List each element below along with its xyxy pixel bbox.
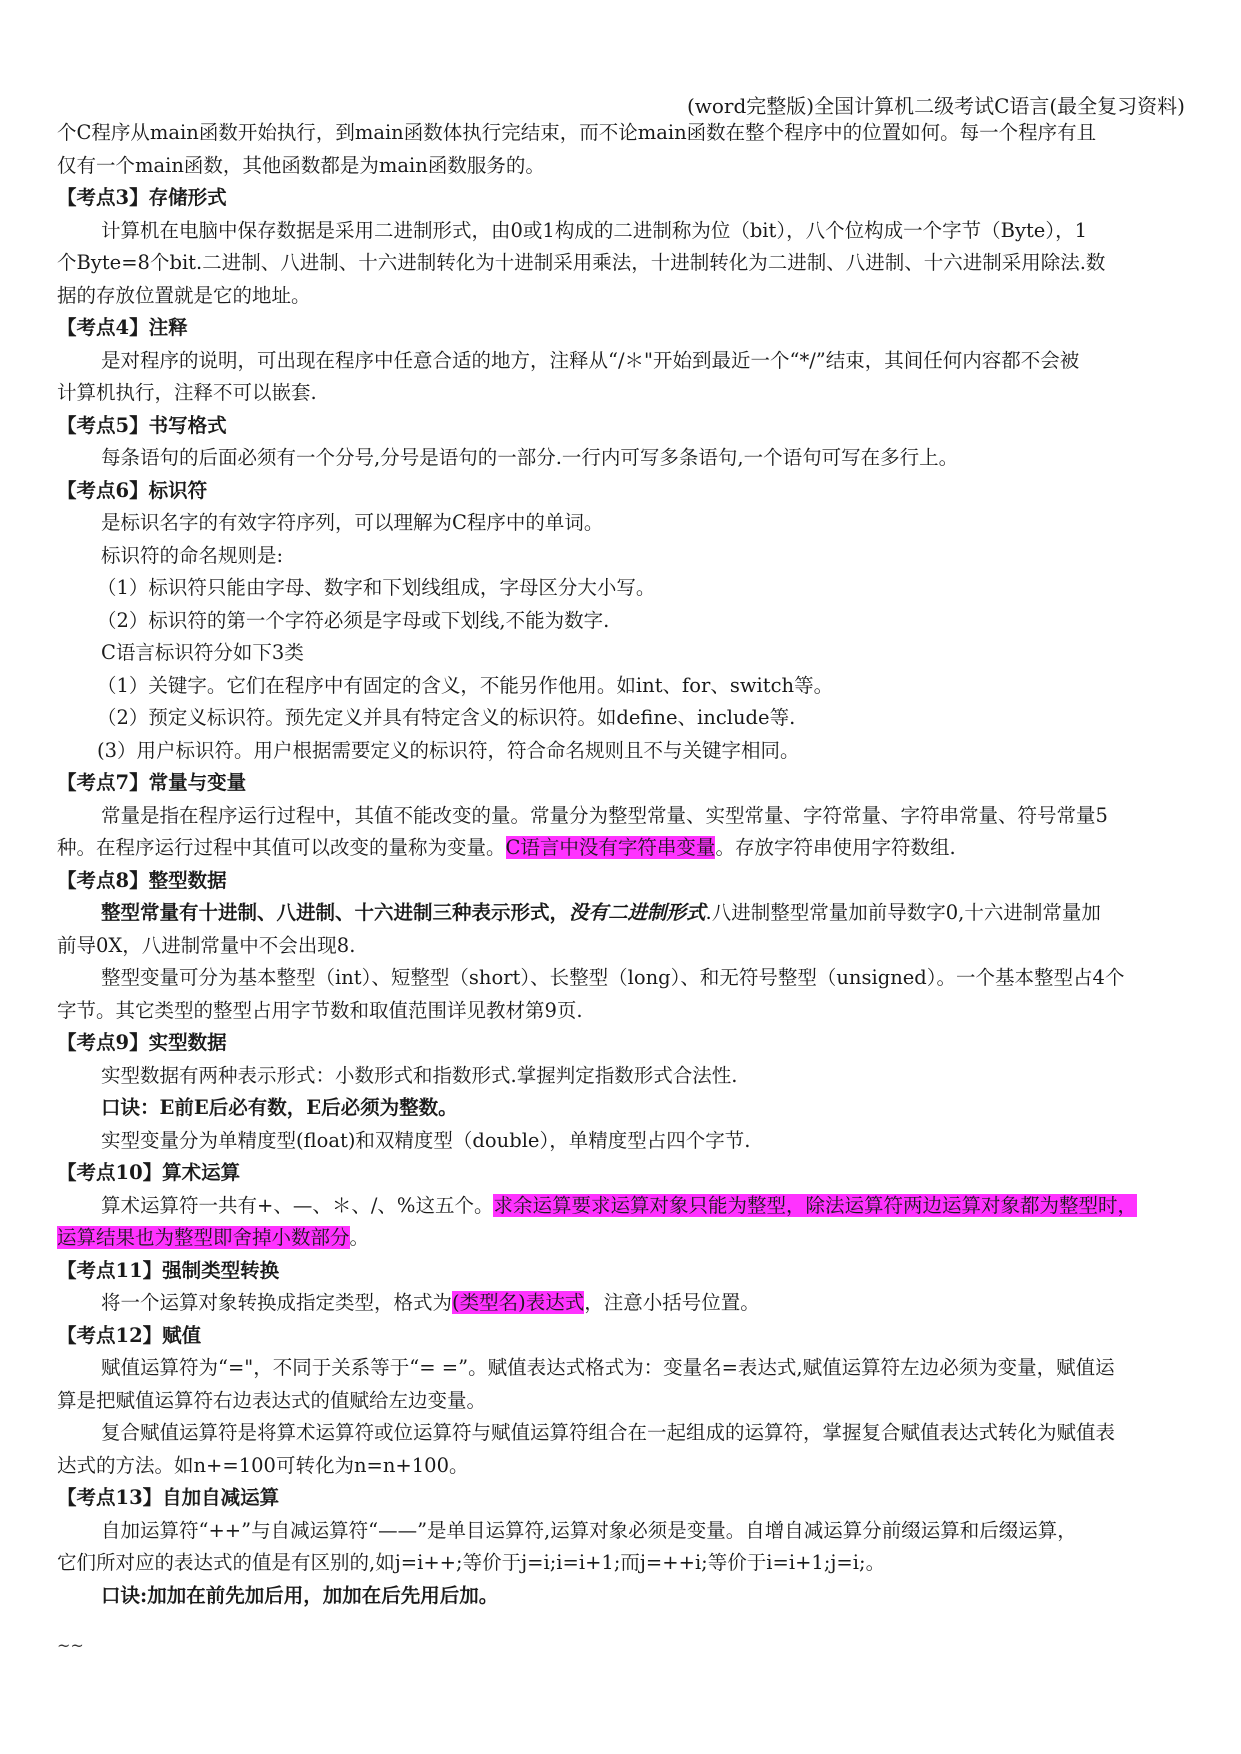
paragraph-line: 它们所对应的表达式的值是有区别的,如j=i++;等价于j=i;i=i+1;而j=++i;等价于i=i+1;j=i;。 [57,1551,886,1574]
mnemonic-line: 口诀:加加在前先加后用，加加在后先用后加。 [101,1583,499,1607]
section-heading-kd4: 【考点4】注释 [57,316,188,339]
list-item: （1）标识符只能由字母、数字和下划线组成，字母区分大小写。 [97,576,656,599]
paragraph-line [57,832,1185,865]
list-item: （2）标识符的第一个字符必须是字母或下划线,不能为数字. [97,608,610,632]
paragraph-line: C语言标识符分如下3类 [101,641,304,664]
paragraph-line [57,897,1185,930]
paragraph-line: 赋值运算符为“="，不同于关系等于“= =”。赋值表达式格式为：变量名=表达式,赋值运算符左边必须为变量，赋值运 [101,1356,1115,1379]
highlighted-text: (类型名)表达式 [452,1291,585,1314]
paragraph-line: 达式的方法。如n+=100可转化为n=n+100。 [57,1453,469,1477]
paragraph-line [57,1222,1185,1255]
document-body [57,117,1185,1612]
bold-text: 整型常量有十进制、八进制、十六进制三种表示形式， [101,901,570,924]
text-run: 将一个运算对象转换成指定类型，格式为 [101,1291,453,1314]
paragraph-line: 前导0X，八进制常量中不会出现8. [57,933,356,957]
intro-line-1: 个C程序从main函数开始执行，到main函数体执行完结束，而不论main函数在整个程序中的位置如何。每一个程序有且 [57,121,1097,144]
text-run: ，注意小括号位置。 [584,1291,760,1314]
section-heading-kd9: 【考点9】实型数据 [57,1031,227,1054]
paragraph-line: 实型数据有两种表示形式：小数形式和指数形式.掌握判定指数形式合法性. [101,1063,738,1087]
paragraph-line: 是对程序的说明，可出现在程序中任意合适的地方，注释从“/＊"开始到最近一个“*/”结束，其间任何内容都不会被 [101,348,1080,372]
text-run: 。存放字符串使用字符数组. [715,836,956,859]
running-header: (word完整版)全国计算机二级考试C语言(最全复习资料) [686,94,1185,118]
section-heading-kd5: 【考点5】书写格式 [57,413,227,437]
paragraph-line: 计算机执行，注释不可以嵌套. [57,381,317,404]
mnemonic-line: 口诀：E前E后必有数，E后必须为整数。 [101,1096,458,1119]
paragraph-line: 据的存放位置就是它的地址。 [57,283,311,307]
paragraph-line: 常量是指在程序运行过程中，其值不能改变的量。常量分为整型常量、实型常量、字符常量、字符串常量、符号常量5 [101,803,1108,827]
footer-mark: ~~ [57,1636,84,1655]
section-heading-kd6: 【考点6】标识符 [57,478,208,502]
highlighted-text: 运算结果也为整型即舍掉小数部分 [57,1226,350,1249]
section-heading-kd10: 【考点10】算术运算 [57,1161,241,1184]
bold-italic-text: 没有二进制形式 [569,901,706,924]
paragraph-line: 是标识名字的有效字符序列，可以理解为C程序中的单词。 [101,511,604,534]
list-item: （1）关键字。它们在程序中有固定的含义，不能另作他用。如int、for、switch等。 [97,673,834,697]
paragraph-line: 每条语句的后面必须有一个分号,分号是语句的一部分.一行内可写多条语句,一个语句可写在多行上。 [101,446,959,469]
section-heading-kd8: 【考点8】整型数据 [57,868,227,892]
text-run: 。 [349,1226,370,1249]
list-item: （2）预定义标识符。预先定义并具有特定含义的标识符。如define、include等. [97,706,796,729]
paragraph-line [57,1287,1185,1320]
text-run: .八进制整型常量加前导数字0,十六进制常量加 [705,901,1101,924]
text-run: 算术运算符一共有+、—、＊、/、%这五个。 [101,1193,494,1217]
paragraph-line: 复合赋值运算符是将算术运算符或位运算符与赋值运算符组合在一起组成的运算符，掌握复合赋值表达式转化为赋值表 [101,1421,1116,1444]
section-heading-kd13: 【考点13】自加自减运算 [57,1486,280,1509]
paragraph-line: 实型变量分为单精度型(float)和双精度型（double），单精度型占四个字节. [101,1128,751,1152]
paragraph-line: 自加运算符“++”与自减运算符“——”是单目运算符,运算对象必须是变量。自增自减运算分前缀运算和后缀运算， [101,1518,1077,1542]
list-item: (3）用户标识符。用户根据需要定义的标识符，符合命名规则且不与关键字相同。 [97,738,800,762]
section-heading-kd3: 【考点3】存储形式 [57,186,227,209]
text-run: 种。在程序运行过程中其值可以改变的量称为变量。 [57,836,506,859]
highlighted-text: 求余运算要求运算对象只能为整型，除法运算符两边运算对象都为整型时， [493,1193,1137,1217]
paragraph-line: 计算机在电脑中保存数据是采用二进制形式，由0或1构成的二进制称为位（bit），八个位构成一个字节（Byte），1 [101,218,1087,242]
section-heading-kd7: 【考点7】常量与变量 [57,771,247,794]
paragraph-line: 字节。其它类型的整型占用字节数和取值范围详见教材第9页. [57,998,583,1022]
paragraph-line: 算是把赋值运算符右边表达式的值赋给左边变量。 [57,1388,487,1412]
paragraph-line: 整型变量可分为基本整型（int）、短整型（short）、长整型（long）、和无符号整型（unsigned）。一个基本整型占4个 [101,966,1125,989]
section-heading-kd11: 【考点11】强制类型转换 [57,1258,280,1282]
highlighted-text: C语言中没有字符串变量 [505,836,716,859]
paragraph-line: 个Byte=8个bit.二进制、八进制、十六进制转化为十进制采用乘法，十进制转化为二进制、八进制、十六进制采用除法.数 [57,251,1106,274]
section-heading-kd12: 【考点12】赋值 [57,1323,202,1347]
intro-line-2: 仅有一个main函数，其他函数都是为main函数服务的。 [57,153,545,177]
paragraph-line [57,1190,1185,1223]
paragraph-line: 标识符的命名规则是: [101,543,284,567]
